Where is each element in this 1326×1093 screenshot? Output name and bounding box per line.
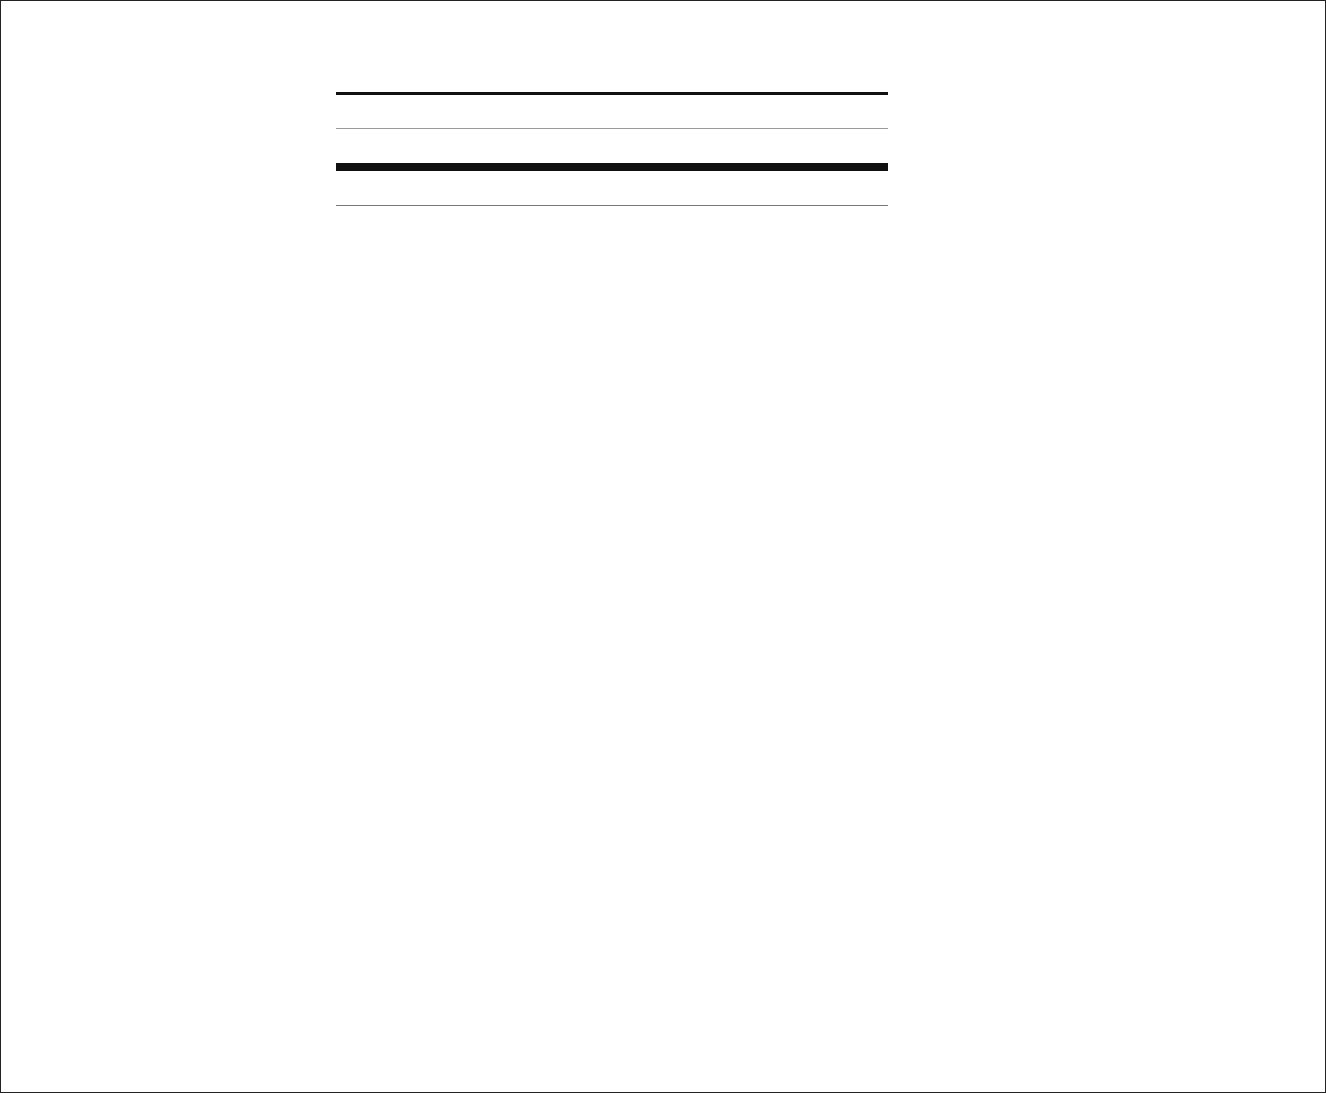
total-row — [336, 171, 888, 205]
column-header-row — [336, 129, 888, 163]
summary-table — [336, 92, 888, 206]
table-bottom-rule — [336, 205, 888, 206]
group-header — [336, 95, 766, 128]
